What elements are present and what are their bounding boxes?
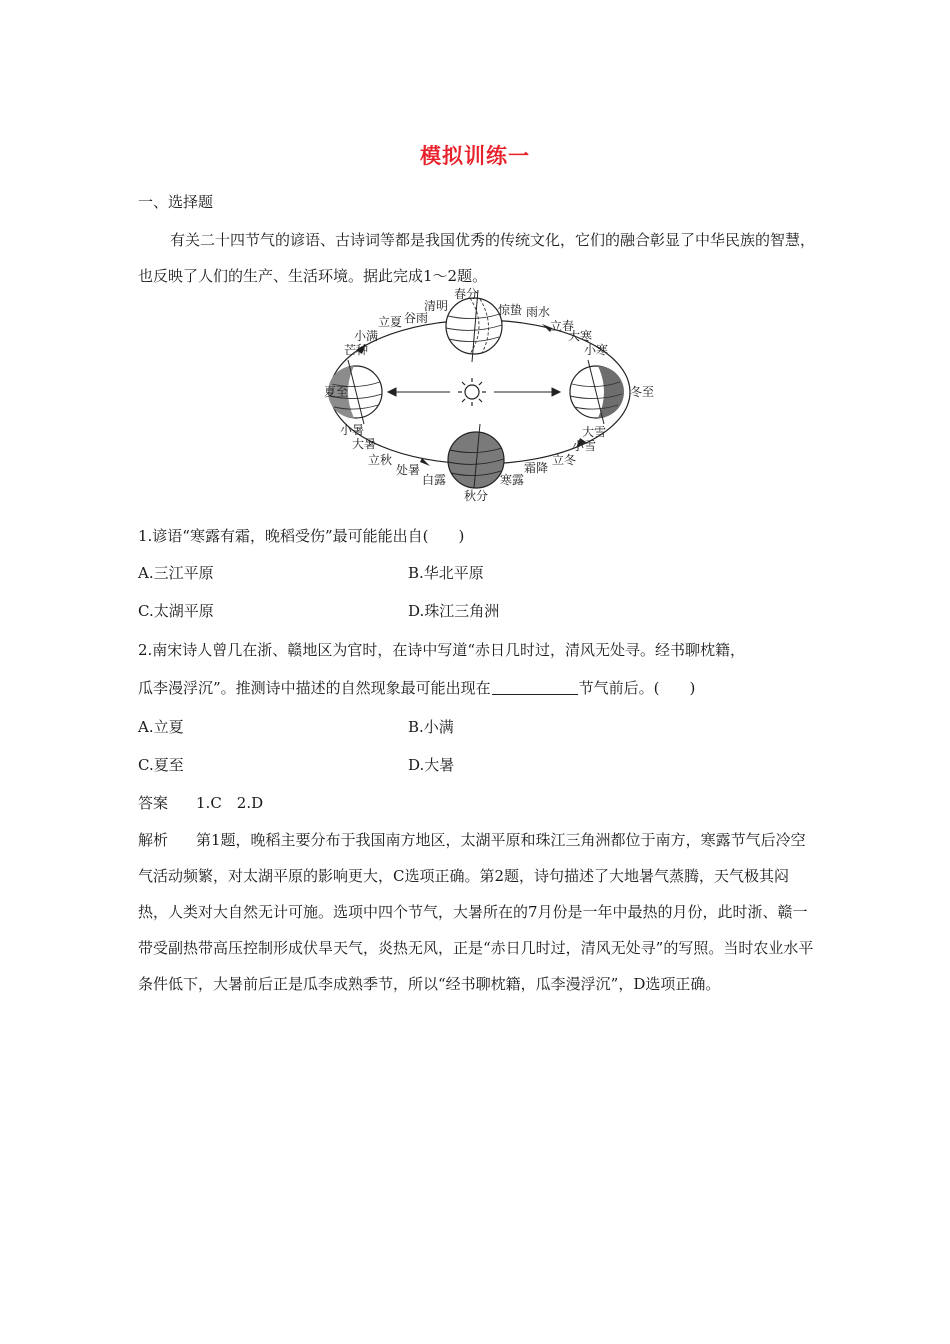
q2-option-a[interactable]: A.立夏 xyxy=(138,718,184,736)
term-label: 雨水 xyxy=(526,305,551,319)
term-label: 谷雨 xyxy=(404,311,429,325)
term-label: 白露 xyxy=(422,473,447,487)
term-label: 处暑 xyxy=(396,463,421,477)
q2-option-b[interactable]: B.小满 xyxy=(408,718,454,736)
globe-winter-solstice xyxy=(570,360,624,424)
q1-option-b[interactable]: B.华北平原 xyxy=(408,564,484,582)
term-label: 夏至 xyxy=(324,385,349,399)
term-label: 立夏 xyxy=(378,315,403,329)
intro-paragraph: 有关二十四节气的谚语、古诗词等都是我国优秀的传统文化，它们的融合彰显了中华民族的智慧，也反映了人们的生产、生活环境。据此完成1～2题。 xyxy=(138,231,816,285)
analysis-paragraph xyxy=(138,822,818,1002)
q2-option-c[interactable]: C.夏至 xyxy=(138,756,184,774)
term-label: 立冬 xyxy=(552,453,577,467)
sun-icon xyxy=(458,378,486,406)
analysis-label: 解析 xyxy=(138,831,169,849)
term-label: 小满 xyxy=(354,329,379,343)
term-label: 小寒 xyxy=(584,343,609,357)
term-label: 冬至 xyxy=(630,385,655,399)
term-label: 小雪 xyxy=(572,439,597,453)
question-1-stem: 1.谚语“寒露有霜，晚稻受伤”最可能能出自( ) xyxy=(138,527,465,545)
term-label: 芒种 xyxy=(344,343,369,357)
term-label: 清明 xyxy=(424,299,449,313)
term-label: 大寒 xyxy=(568,329,593,343)
page-title: 模拟训练一 xyxy=(420,144,530,168)
globe-autumn-equinox xyxy=(448,424,504,488)
section-heading: 一、选择题 xyxy=(138,193,214,211)
term-label: 立秋 xyxy=(368,453,393,467)
q2-stem-part-b: 节气前后。( ) xyxy=(578,679,696,697)
q1-option-c[interactable]: C.太湖平原 xyxy=(138,602,214,620)
question-2-stem-line2 xyxy=(138,678,695,698)
answer-line xyxy=(138,793,263,813)
term-label: 秋分 xyxy=(464,489,489,503)
solar-terms-orbit-diagram xyxy=(320,282,660,504)
term-label: 春分 xyxy=(454,287,479,301)
q2-option-d[interactable]: D.大暑 xyxy=(408,756,455,774)
q1-option-d[interactable]: D.珠江三角洲 xyxy=(408,602,500,620)
sunlight-arrows xyxy=(388,388,560,396)
question-2-stem-line1: 2.南宋诗人曾几在浙、赣地区为官时，在诗中写道“赤日几时过，清风无处寻。经书聊枕籍， xyxy=(138,641,745,659)
term-label: 立春 xyxy=(550,319,575,333)
answer-label: 答案 xyxy=(138,794,169,812)
term-label: 小暑 xyxy=(340,423,365,437)
term-label: 寒露 xyxy=(500,473,525,487)
fill-blank[interactable] xyxy=(492,679,578,695)
analysis-text: 第1题，晚稻主要分布于我国南方地区，太湖平原和珠江三角洲都位于南方，寒露节气后冷空气活动频繁，对太湖平原的影响更大，C选项正确。第2题，诗句描述了大地暑气蒸腾，天气极其闷热，人类对大自然无计可施。选项中四个节气，大暑所在的7月份是一年中最热的月份，此时浙、赣一带受副热带高压控制形成伏旱天气，炎热无风，正是“赤日几时过，清风无处寻”的写照。当时农业水平条件低下，大暑前后正是瓜李成熟季节，所以“经书聊枕籍，瓜李漫浮沉”，D选项正确。 xyxy=(138,831,814,993)
term-label: 惊蛰 xyxy=(498,303,523,317)
answer-text: 1.C 2.D xyxy=(196,794,264,812)
q2-stem-part-a: 瓜李漫浮沉”。推测诗中描述的自然现象最可能出现在 xyxy=(138,679,491,697)
term-label: 大暑 xyxy=(352,437,377,451)
term-label: 霜降 xyxy=(524,461,549,475)
term-label: 大雪 xyxy=(582,425,607,439)
q1-option-a[interactable]: A.三江平原 xyxy=(138,564,214,582)
